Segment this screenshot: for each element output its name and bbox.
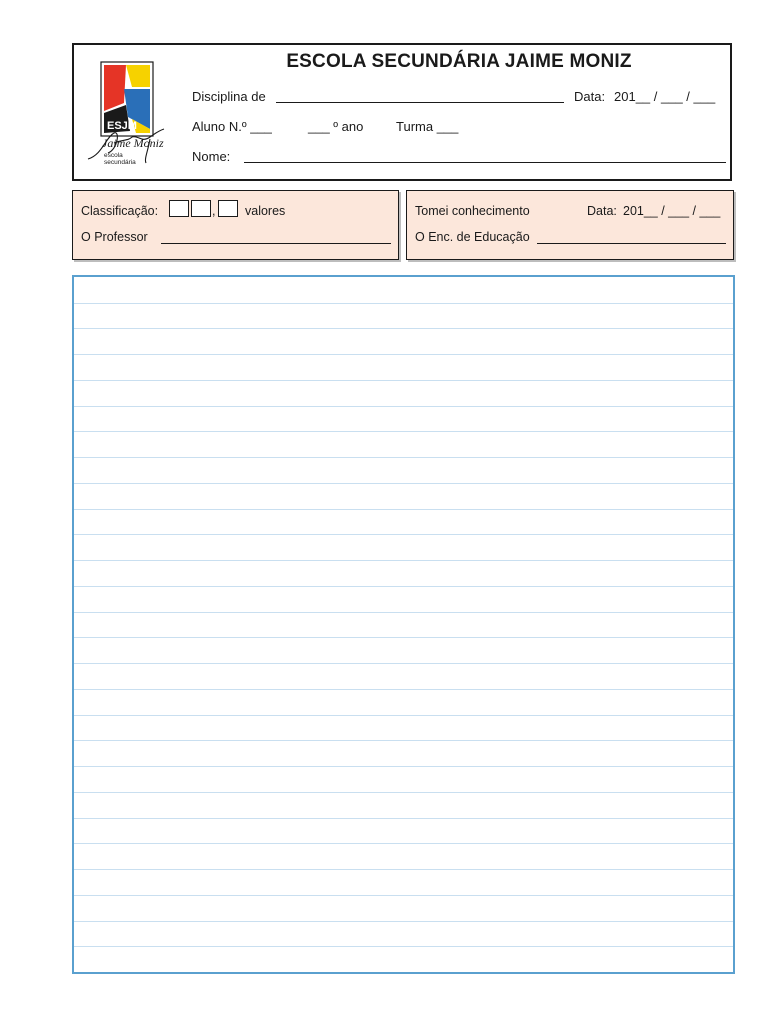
ruled-line — [74, 818, 733, 819]
school-title: ESCOLA SECUNDÁRIA JAIME MONIZ — [286, 51, 632, 72]
ack-date-label: Data: — [587, 204, 617, 218]
ruled-line — [74, 560, 733, 561]
name-label: Nome: — [192, 149, 231, 164]
ruled-line — [74, 406, 733, 407]
logo-caption-line1: escola — [104, 152, 123, 159]
grade-decimal[interactable] — [218, 200, 238, 217]
signature-text: Jaime Moniz — [102, 136, 164, 150]
subject-row — [192, 88, 732, 106]
grade-digit-2[interactable] — [191, 200, 211, 217]
ruled-line — [74, 740, 733, 741]
ruled-line — [74, 766, 733, 767]
school-logo — [80, 59, 190, 171]
ruled-line — [74, 612, 733, 613]
subject-label: Disciplina de — [192, 89, 266, 104]
ruled-line — [74, 869, 733, 870]
ruled-line — [74, 689, 733, 690]
guardian-label: O Enc. de Educação — [415, 230, 530, 244]
grade-label: Classificação: — [81, 204, 159, 218]
year-field[interactable]: ___ º ano — [308, 119, 364, 134]
ruled-line — [74, 534, 733, 535]
ruled-line — [74, 380, 733, 381]
ruled-line — [74, 637, 733, 638]
subject-field[interactable] — [276, 102, 564, 103]
grading-panel — [72, 190, 399, 260]
header-box — [72, 43, 732, 181]
ack-label: Tomei conhecimento — [415, 204, 530, 218]
ruled-line — [74, 303, 733, 304]
ruled-line — [74, 354, 733, 355]
ruled-line — [74, 328, 733, 329]
class-field[interactable]: Turma ___ — [396, 119, 459, 134]
ruled-line — [74, 843, 733, 844]
ruled-line — [74, 895, 733, 896]
answer-sheet[interactable] — [72, 275, 735, 974]
student-number-field[interactable]: Aluno N.º ___ — [192, 119, 272, 134]
acknowledgement-panel — [406, 190, 734, 260]
student-row — [192, 118, 732, 136]
ruled-line — [74, 457, 733, 458]
ruled-line — [74, 509, 733, 510]
date-label: Data: — [574, 89, 606, 104]
ruled-line — [74, 792, 733, 793]
ruled-line — [74, 431, 733, 432]
grade-separator: , — [212, 204, 216, 218]
teacher-label: O Professor — [81, 230, 148, 244]
ruled-line — [74, 663, 733, 664]
teacher-signature-field[interactable] — [161, 243, 391, 244]
ack-date-field[interactable]: 201__ / ___ / ___ — [623, 204, 721, 218]
logo-monogram: ESJM — [107, 120, 137, 132]
name-field[interactable] — [244, 162, 726, 163]
ruled-line — [74, 715, 733, 716]
guardian-signature-field[interactable] — [537, 243, 726, 244]
name-row — [192, 148, 732, 166]
date-field[interactable]: 201__ / ___ / ___ — [614, 89, 716, 104]
grade-digit-1[interactable] — [169, 200, 189, 217]
ruled-line — [74, 483, 733, 484]
ruled-line — [74, 921, 733, 922]
logo-caption-line2: secundária — [104, 159, 136, 166]
ruled-line — [74, 946, 733, 947]
grade-unit: valores — [245, 204, 286, 218]
ruled-line — [74, 586, 733, 587]
